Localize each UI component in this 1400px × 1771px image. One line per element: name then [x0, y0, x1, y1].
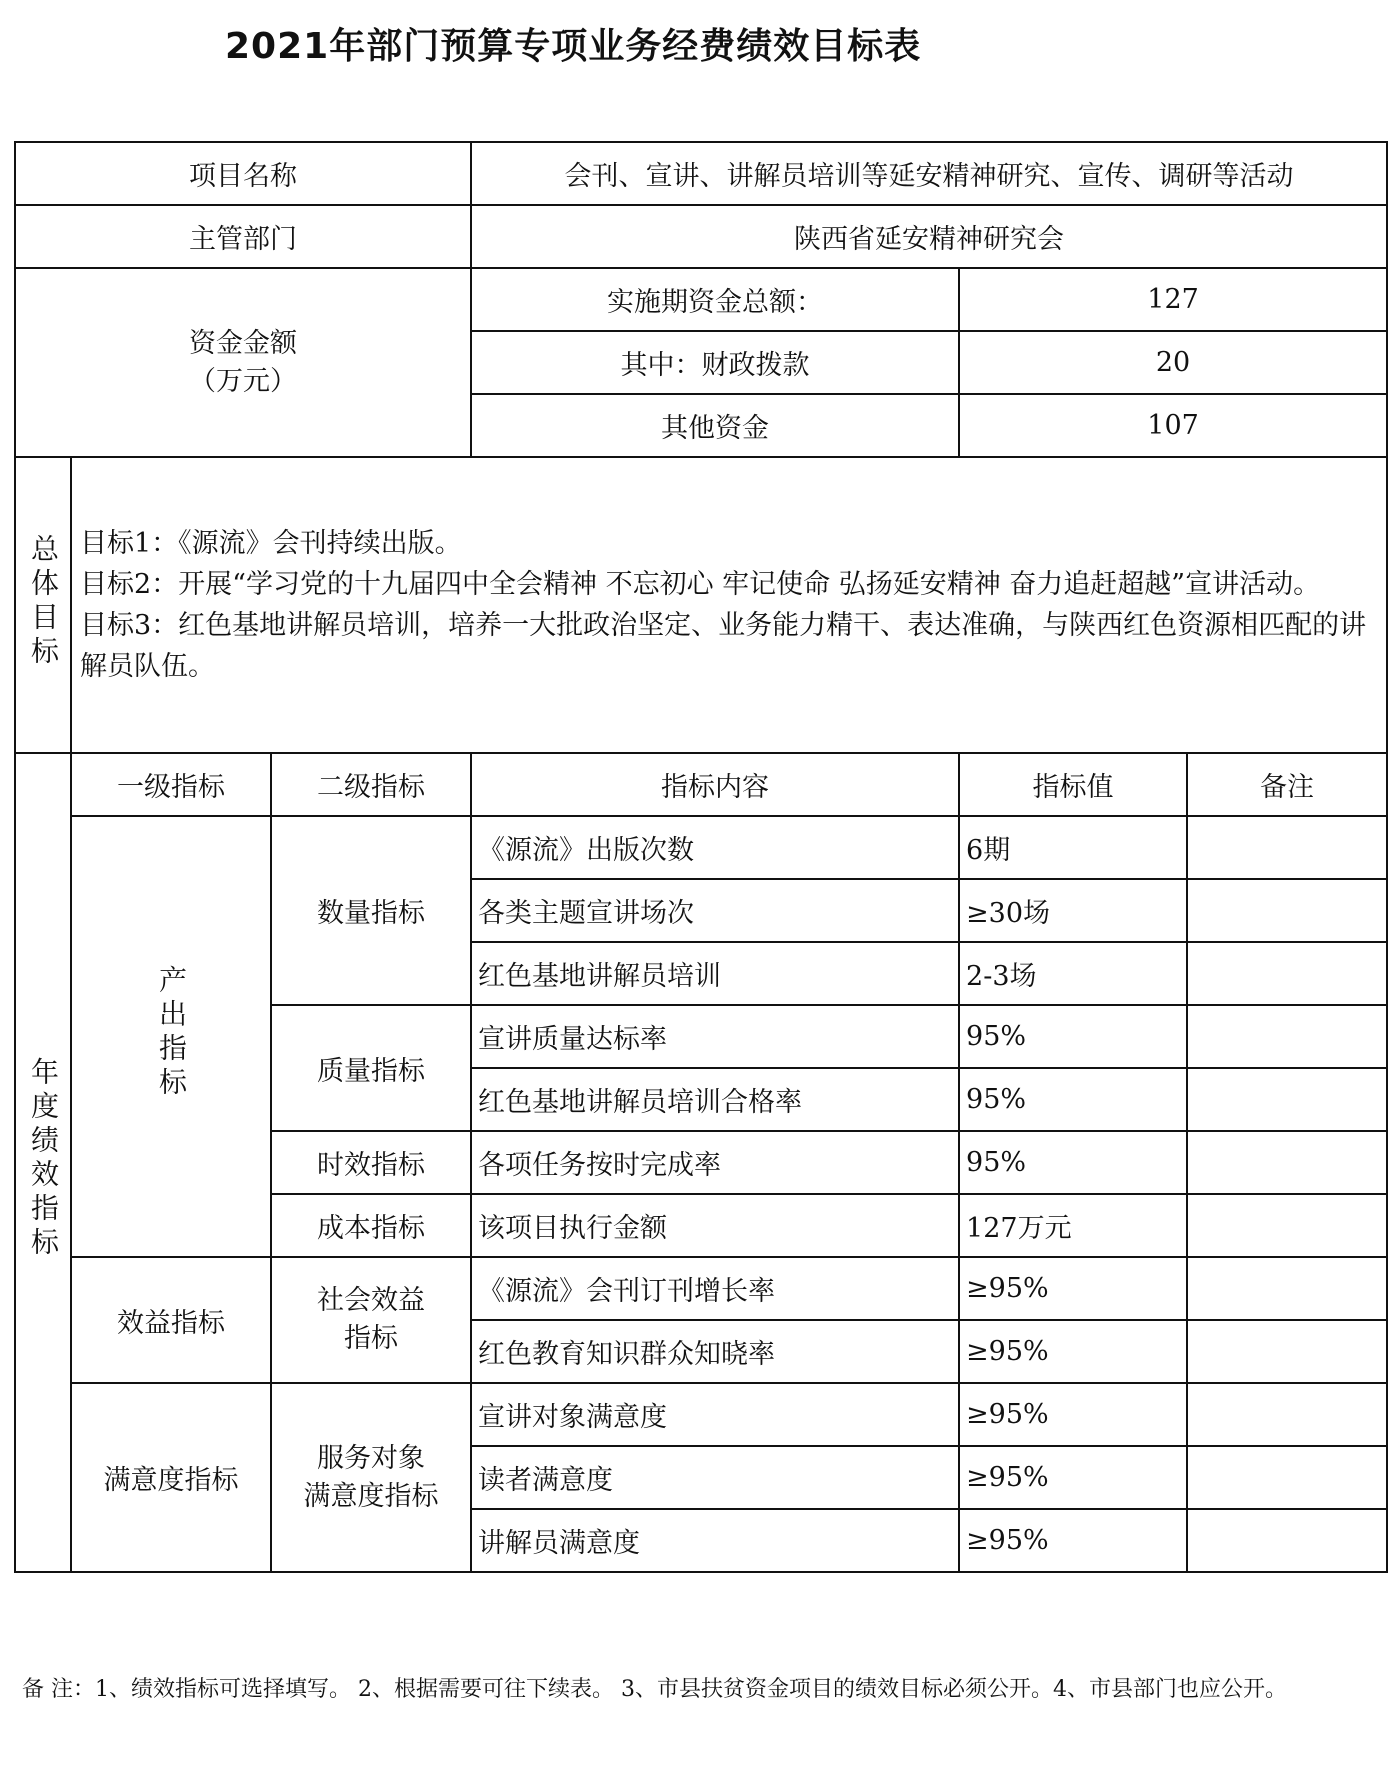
level1-output-text: 产出指标: [155, 965, 188, 1101]
overall-goals-content: [71, 457, 1387, 753]
indicator-note: [1187, 1257, 1387, 1320]
funds-total-value: 127: [959, 268, 1387, 331]
funds-label-line2: （万元）: [189, 365, 298, 397]
funds-label-line1: 资金金额: [189, 327, 298, 359]
indicator-note: [1187, 1005, 1387, 1068]
funds-fiscal-value: 20: [959, 331, 1387, 394]
indicator-content: 红色基地讲解员培训: [471, 942, 959, 1005]
funds-total-label: 实施期资金总额：: [471, 268, 959, 331]
footnote: 备 注：1、绩效指标可选择填写。 2、根据需要可往下续表。 3、市县扶贫资金项目的绩效目标必须公开。4、市县部门也应公开。: [22, 1677, 1287, 1702]
indicator-value: ≥95%: [959, 1509, 1187, 1572]
indicator-content: 红色基地讲解员培训合格率: [471, 1068, 959, 1131]
header-level1: 一级指标: [71, 753, 271, 816]
funds-label: [15, 268, 471, 457]
indicator-header-row: [15, 753, 1387, 816]
level2-social-line2: 指标: [344, 1323, 399, 1354]
department-row: [15, 205, 1387, 268]
funds-other-value: 107: [959, 394, 1387, 457]
header-content: 指标内容: [471, 753, 959, 816]
project-name-value: 会刊、宣讲、讲解员培训等延安精神研究、宣传、调研等活动: [471, 142, 1387, 205]
indicator-note: [1187, 816, 1387, 879]
funds-other-label: 其他资金: [471, 394, 959, 457]
level2-social-line1: 社会效益: [317, 1285, 426, 1316]
level2-social-benefit: [271, 1257, 471, 1383]
indicator-content: 讲解员满意度: [471, 1509, 959, 1572]
indicator-content: 各类主题宣讲场次: [471, 879, 959, 942]
indicator-content: 各项任务按时完成率: [471, 1131, 959, 1194]
level2-quantity: 数量指标: [271, 816, 471, 1005]
overall-goals-label-text: 总体目标: [27, 533, 60, 670]
indicator-value: 95%: [959, 1131, 1187, 1194]
performance-target-table: [14, 141, 1388, 1573]
department-value: 陕西省延安精神研究会: [471, 205, 1387, 268]
annual-indicators-label: [15, 753, 71, 1572]
overall-goals-row: [15, 457, 1387, 753]
indicator-value: 2-3场: [959, 942, 1187, 1005]
indicator-note: [1187, 1509, 1387, 1572]
funds-row-total: [15, 268, 1387, 331]
goal-2: 目标2：开展“学习党的十九届四中全会精神 不忘初心 牢记使命 弘扬延安精神 奋力追赶超越”宣讲活动。: [80, 569, 1321, 600]
indicator-note: [1187, 1320, 1387, 1383]
annual-indicators-label-text: 年度绩效指标: [27, 1057, 60, 1261]
level2-quality: 质量指标: [271, 1005, 471, 1131]
indicator-content: 该项目执行金额: [471, 1194, 959, 1257]
indicator-note: [1187, 1131, 1387, 1194]
indicator-note: [1187, 1194, 1387, 1257]
level2-service-line1: 服务对象: [317, 1442, 426, 1474]
indicator-value: ≥95%: [959, 1320, 1187, 1383]
indicator-content: 读者满意度: [471, 1446, 959, 1509]
goal-1: 目标1：《源流》会刊持续出版。: [80, 528, 462, 559]
header-note: 备注: [1187, 753, 1387, 816]
level2-service-line2: 满意度指标: [303, 1480, 439, 1512]
indicator-value: ≥95%: [959, 1446, 1187, 1509]
overall-goals-label: [15, 457, 71, 753]
indicator-value: 6期: [959, 816, 1187, 879]
indicator-value: 95%: [959, 1005, 1187, 1068]
indicator-content: 《源流》会刊订刊增长率: [471, 1257, 959, 1320]
indicator-note: [1187, 1383, 1387, 1446]
level1-satisfaction: 满意度指标: [71, 1383, 271, 1572]
indicator-value: 95%: [959, 1068, 1187, 1131]
indicator-value: 127万元: [959, 1194, 1187, 1257]
project-name-label: 项目名称: [15, 142, 471, 205]
level1-output: [71, 816, 271, 1257]
funds-fiscal-label: 其中：财政拨款: [471, 331, 959, 394]
indicator-value: ≥30场: [959, 879, 1187, 942]
indicator-content: 宣讲质量达标率: [471, 1005, 959, 1068]
header-value: 指标值: [959, 753, 1187, 816]
department-label: 主管部门: [15, 205, 471, 268]
indicator-note: [1187, 1068, 1387, 1131]
table-row: [15, 1257, 1387, 1320]
project-name-row: [15, 142, 1387, 205]
page-title: 2021年部门预算专项业务经费绩效目标表: [225, 26, 922, 67]
level1-benefit: 效益指标: [71, 1257, 271, 1383]
level2-timeliness: 时效指标: [271, 1131, 471, 1194]
level2-service-satisfaction: [271, 1383, 471, 1572]
indicator-note: [1187, 1446, 1387, 1509]
indicator-content: 《源流》出版次数: [471, 816, 959, 879]
level2-cost: 成本指标: [271, 1194, 471, 1257]
table-row: [15, 816, 1387, 879]
indicator-content: 红色教育知识群众知晓率: [471, 1320, 959, 1383]
indicator-value: ≥95%: [959, 1257, 1187, 1320]
indicator-note: [1187, 942, 1387, 1005]
indicator-content: 宣讲对象满意度: [471, 1383, 959, 1446]
goal-3: 目标3：红色基地讲解员培训，培养一大批政治坚定、业务能力精干、表达准确，与陕西红色资源相匹配的讲解员队伍。: [80, 610, 1367, 682]
indicator-value: ≥95%: [959, 1383, 1187, 1446]
indicator-note: [1187, 879, 1387, 942]
header-level2: 二级指标: [271, 753, 471, 816]
table-row: [15, 1383, 1387, 1446]
